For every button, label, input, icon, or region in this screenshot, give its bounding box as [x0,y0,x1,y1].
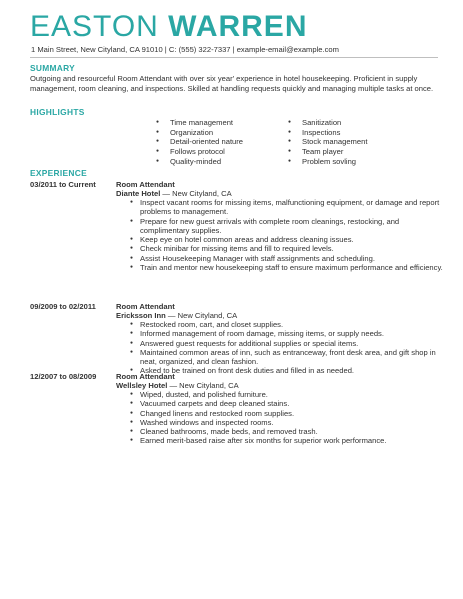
duty-item: ● Vacuumed carpets and deep cleaned stains. [130,399,450,408]
job-duties [130,198,450,272]
highlight-item: ● Follows protocol [156,147,243,157]
duty-item: ● Earned merit-based raise after six months for superior work performance. [130,436,450,445]
company-location: — New Cityland, CA [167,381,239,390]
company-name: Wellsley Hotel [116,381,168,390]
company-location: — New Cityland, CA [160,189,232,198]
job-dates: 09/2009 to 02/2011 [30,302,96,311]
duty-item: ● Asked to be trained on front desk duties and filled in as needed. [130,366,450,375]
highlight-item: ● Problem sovling [288,157,367,167]
job-duties [130,390,450,446]
duty-item: ● Restocked room, cart, and closet supplies. [130,320,450,329]
job-title: Room Attendant [116,372,175,381]
highlight-item: ● Sanitization [288,118,367,128]
duty-item: ● Assist Housekeeping Manager with staff assignments and scheduling. [130,254,450,263]
experience-heading: EXPERIENCE [30,168,87,178]
first-name: EASTON [30,10,159,43]
highlights-heading: HIGHLIGHTS [30,107,85,117]
duty-item: ● Maintained common areas of inn, such as entranceway, front desk area, and gift shop in neat, organized, and clean fashion. [130,348,450,367]
company-location: — New Cityland, CA [165,311,238,320]
summary-heading: SUMMARY [30,63,76,73]
header-divider [30,57,438,58]
duty-item: ● Informed management of room damage, missing items, or supply needs. [130,329,450,338]
highlights-left-list [156,118,243,167]
last-name: WARREN [168,10,308,43]
duty-item: ● Keep eye on hotel common areas and address cleaning issues. [130,235,450,244]
duty-item: ● Changed linens and restocked room supplies. [130,409,450,418]
highlight-item: ● Inspections [288,128,367,138]
summary-text: Outgoing and resourceful Room Attendant with over six year' experience in hotel housekeeping. Proficient in supply management, room cleaning, and inspections. Skilled at handling requests quickly and managing multiple tasks at once. [30,74,434,93]
job-company-line [116,381,239,390]
job-dates: 12/2007 to 08/2009 [30,372,97,381]
highlight-item: ● Organization [156,128,243,138]
duty-item: ● Check minibar for missing items and fill to required levels. [130,244,450,253]
highlight-item: ● Team player [288,147,367,157]
duty-item: ● Cleaned bathrooms, made beds, and removed trash. [130,427,450,436]
candidate-name [30,10,308,44]
job-company-line [116,189,232,198]
highlight-item: ● Quality-minded [156,157,243,167]
job-title: Room Attendant [116,180,175,189]
highlights-right-list [288,118,367,167]
duty-item: ● Prepare for new guest arrivals with complete room cleanings, restocking, and complimentary supplies. [130,217,450,236]
job-duties [130,320,450,376]
highlight-item: ● Time management [156,118,243,128]
highlight-item: ● Stock management [288,137,367,147]
duty-item: ● Inspect vacant rooms for missing items, malfunctioning equipment, or damage and report problems to management. [130,198,450,217]
duty-item: ● Washed windows and inspected rooms. [130,418,450,427]
contact-line: 1 Main Street, New Cityland, CA 91010 | C: (555) 322-7337 | example-email@example.com [31,45,339,54]
job-company-line [116,311,237,320]
duty-item: ● Answered guest requests for additional supplies or special items. [130,339,450,348]
highlight-item: ● Detail-oriented nature [156,137,243,147]
job-title: Room Attendant [116,302,175,311]
company-name: Diante Hotel [116,189,161,198]
duty-item: ● Wiped, dusted, and polished furniture. [130,390,450,399]
company-name: Ericksson Inn [116,311,166,320]
job-dates: 03/2011 to Current [30,180,96,189]
duty-item: ● Train and mentor new housekeeping staff to ensure maximum performance and efficiency. [130,263,450,272]
